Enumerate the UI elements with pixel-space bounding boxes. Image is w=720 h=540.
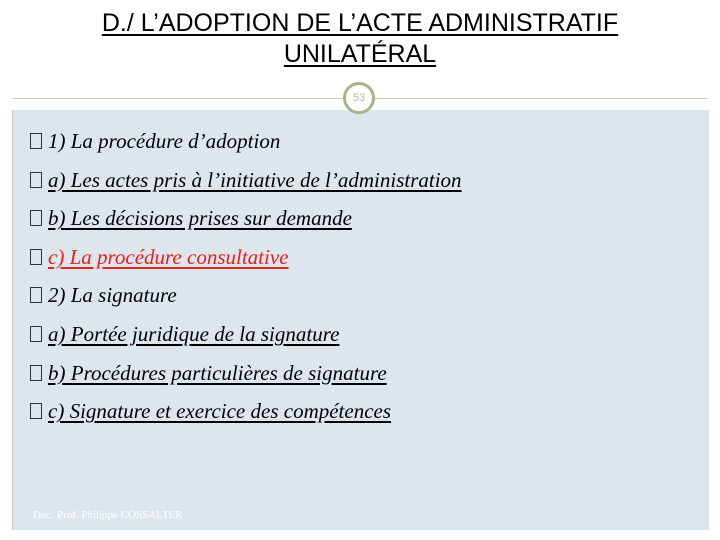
outline-item-link[interactable]: a) Les actes pris à l’initiative de l’administration	[48, 167, 462, 192]
outline-item-1b[interactable]	[34, 199, 462, 238]
outline-item-2	[34, 276, 462, 315]
outline-item-link[interactable]: b) Les décisions prises sur demande	[48, 206, 352, 231]
outline-item-2a[interactable]	[34, 315, 462, 354]
slide-title-line-1: D./ L’ADOPTION DE L’ACTE ADMINISTRATIF	[101, 9, 619, 37]
missing-glyph-bullet-icon	[30, 210, 42, 226]
missing-glyph-bullet-icon	[30, 133, 42, 149]
outline-item-2b[interactable]	[34, 354, 462, 393]
outline-item-1c-current[interactable]	[34, 238, 462, 277]
outline-item-link[interactable]: b) Procédures particulières de signature	[48, 360, 387, 385]
outline-item-1a[interactable]	[34, 161, 462, 200]
outline-item-text: 2) La signature	[48, 283, 177, 308]
outline-item-link[interactable]: a) Portée juridique de la signature	[48, 321, 340, 346]
slide-title	[0, 8, 720, 70]
missing-glyph-bullet-icon	[30, 172, 42, 188]
missing-glyph-bullet-icon	[30, 365, 42, 381]
outline-list	[34, 122, 462, 431]
footer-author: Doc. Prof. Philippe COSSALTER	[33, 509, 183, 521]
slide-title-line-2: UNILATÉRAL	[283, 40, 437, 68]
outline-item-link[interactable]: c) La procédure consultative	[48, 244, 289, 269]
missing-glyph-bullet-icon	[30, 403, 42, 419]
outline-item-1	[34, 122, 462, 161]
missing-glyph-bullet-icon	[30, 287, 42, 303]
page-number-badge	[343, 82, 375, 114]
page-number: 53	[352, 92, 366, 104]
missing-glyph-bullet-icon	[30, 326, 42, 342]
outline-item-2c[interactable]	[34, 392, 462, 431]
outline-item-text: 1) La procédure d’adoption	[48, 129, 281, 153]
outline-item-link[interactable]: c) Signature et exercice des compétences	[48, 399, 392, 424]
missing-glyph-bullet-icon	[30, 249, 42, 265]
